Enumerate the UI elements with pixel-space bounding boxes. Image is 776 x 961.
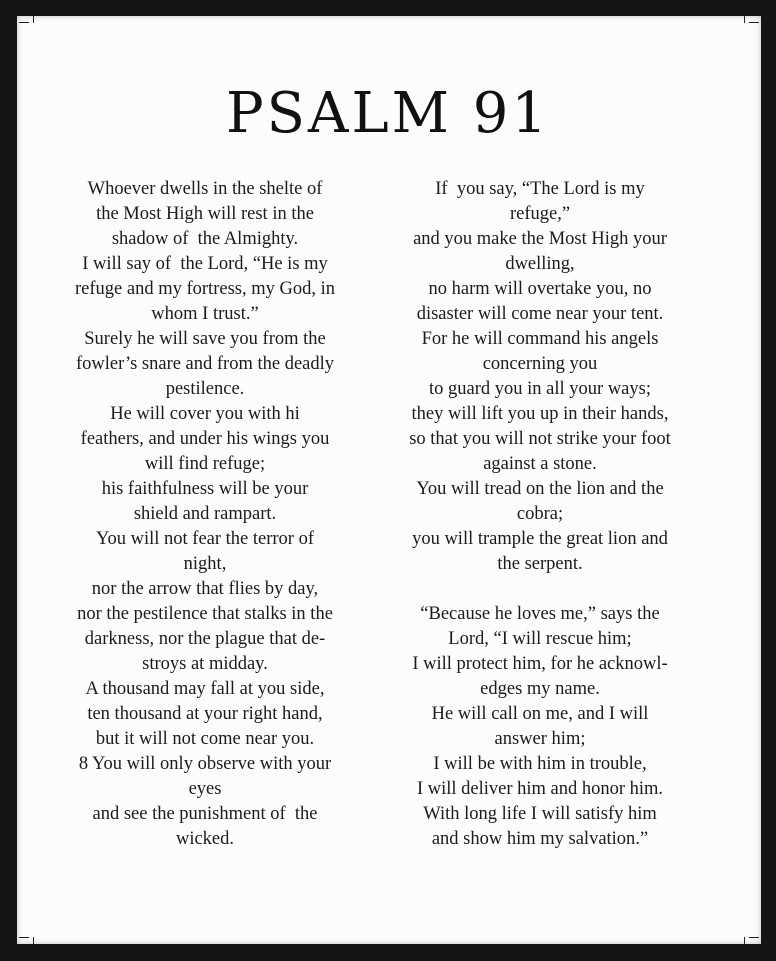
- text-line: the serpent.: [497, 554, 583, 574]
- text-line: answer him;: [494, 729, 586, 749]
- text-line: He will cover you with hi: [110, 404, 300, 424]
- text-line: feathers, and under his wings you: [80, 429, 330, 449]
- text-line: whom I trust.”: [151, 304, 259, 324]
- text-line: and you make the Most High your: [413, 229, 667, 249]
- text-line: pestilence.: [165, 379, 245, 399]
- text-line: eyes: [188, 779, 222, 799]
- text-line: against a stone.: [483, 454, 597, 474]
- corner-mark-bottom-left: [19, 927, 29, 938]
- text-line: stroys at midday.: [142, 654, 268, 674]
- text-line: Whoever dwells in the shelte of: [87, 179, 323, 199]
- text-line: night,: [183, 554, 227, 574]
- text-line: edges my name.: [480, 679, 600, 699]
- text-line: they will lift you up in their hands,: [411, 404, 669, 424]
- text-line: will find refuge;: [144, 454, 266, 474]
- text-line: You will tread on the lion and the: [416, 479, 664, 499]
- text-line: darkness, nor the plague that de-: [84, 629, 326, 649]
- text-line: refuge,”: [509, 204, 571, 224]
- corner-mark-top-right: [749, 22, 759, 33]
- text-line: Lord, “I will rescue him;: [448, 629, 632, 649]
- text-line: his faithfulness will be your: [101, 479, 309, 499]
- text-line: and show him my salvation.”: [431, 829, 649, 849]
- text-line: For he will command his angels: [421, 329, 659, 349]
- text-line: nor the arrow that flies by day,: [91, 579, 319, 599]
- corner-mark-bottom-right: [749, 927, 759, 938]
- text-line: ten thousand at your right hand,: [87, 704, 323, 724]
- text-line: He will call on me, and I will: [431, 704, 649, 724]
- text-line: so that you will not strike your foot: [409, 429, 671, 449]
- text-line: I will protect him, for he acknowl-: [412, 654, 668, 674]
- text-line: cobra;: [516, 504, 564, 524]
- text-line: A thousand may fall at you side,: [85, 679, 325, 699]
- text-line: 8 You will only observe with your: [78, 754, 332, 774]
- text-line: shield and rampart.: [133, 504, 277, 524]
- text-line: refuge and my fortress, my God, in: [75, 279, 335, 299]
- text-line: but it will not come near you.: [95, 729, 315, 749]
- text-line: wicked.: [175, 829, 235, 849]
- text-line: With long life I will satisfy him: [423, 804, 657, 824]
- text-line: nor the pestilence that stalks in the: [77, 604, 333, 624]
- text-line: You will not fear the terror of: [95, 529, 315, 549]
- text-line: Surely he will save you from the: [84, 329, 326, 349]
- text-line: dwelling,: [505, 254, 575, 274]
- text-line: I will deliver him and honor him.: [416, 779, 664, 799]
- text-line: no harm will overtake you, no: [428, 279, 652, 299]
- poster-title: PSALM 91: [225, 81, 551, 146]
- text-line: disaster will come near your tent.: [416, 304, 664, 324]
- right-text-column: [375, 177, 705, 852]
- text-line: I will be with him in trouble,: [433, 754, 647, 774]
- text-line: fowler’s snare and from the deadly: [75, 354, 335, 374]
- corner-mark-top-left: [19, 22, 29, 33]
- text-line: “Because he loves me,” says the: [420, 604, 660, 624]
- text-line: and see the punishment of the: [92, 804, 318, 824]
- text-line: to guard you in all your ways;: [429, 379, 651, 399]
- text-line: If you say, “The Lord is my: [435, 179, 645, 199]
- text-line: I will say of the Lord, “He is my: [82, 254, 328, 274]
- text-line: shadow of the Almighty.: [111, 229, 299, 249]
- left-text-column: [45, 177, 365, 852]
- text-line: you will trample the great lion and: [412, 529, 668, 549]
- stanza-gap: [375, 577, 705, 602]
- text-line: the Most High will rest in the: [96, 204, 314, 224]
- text-line: concerning you: [482, 354, 598, 374]
